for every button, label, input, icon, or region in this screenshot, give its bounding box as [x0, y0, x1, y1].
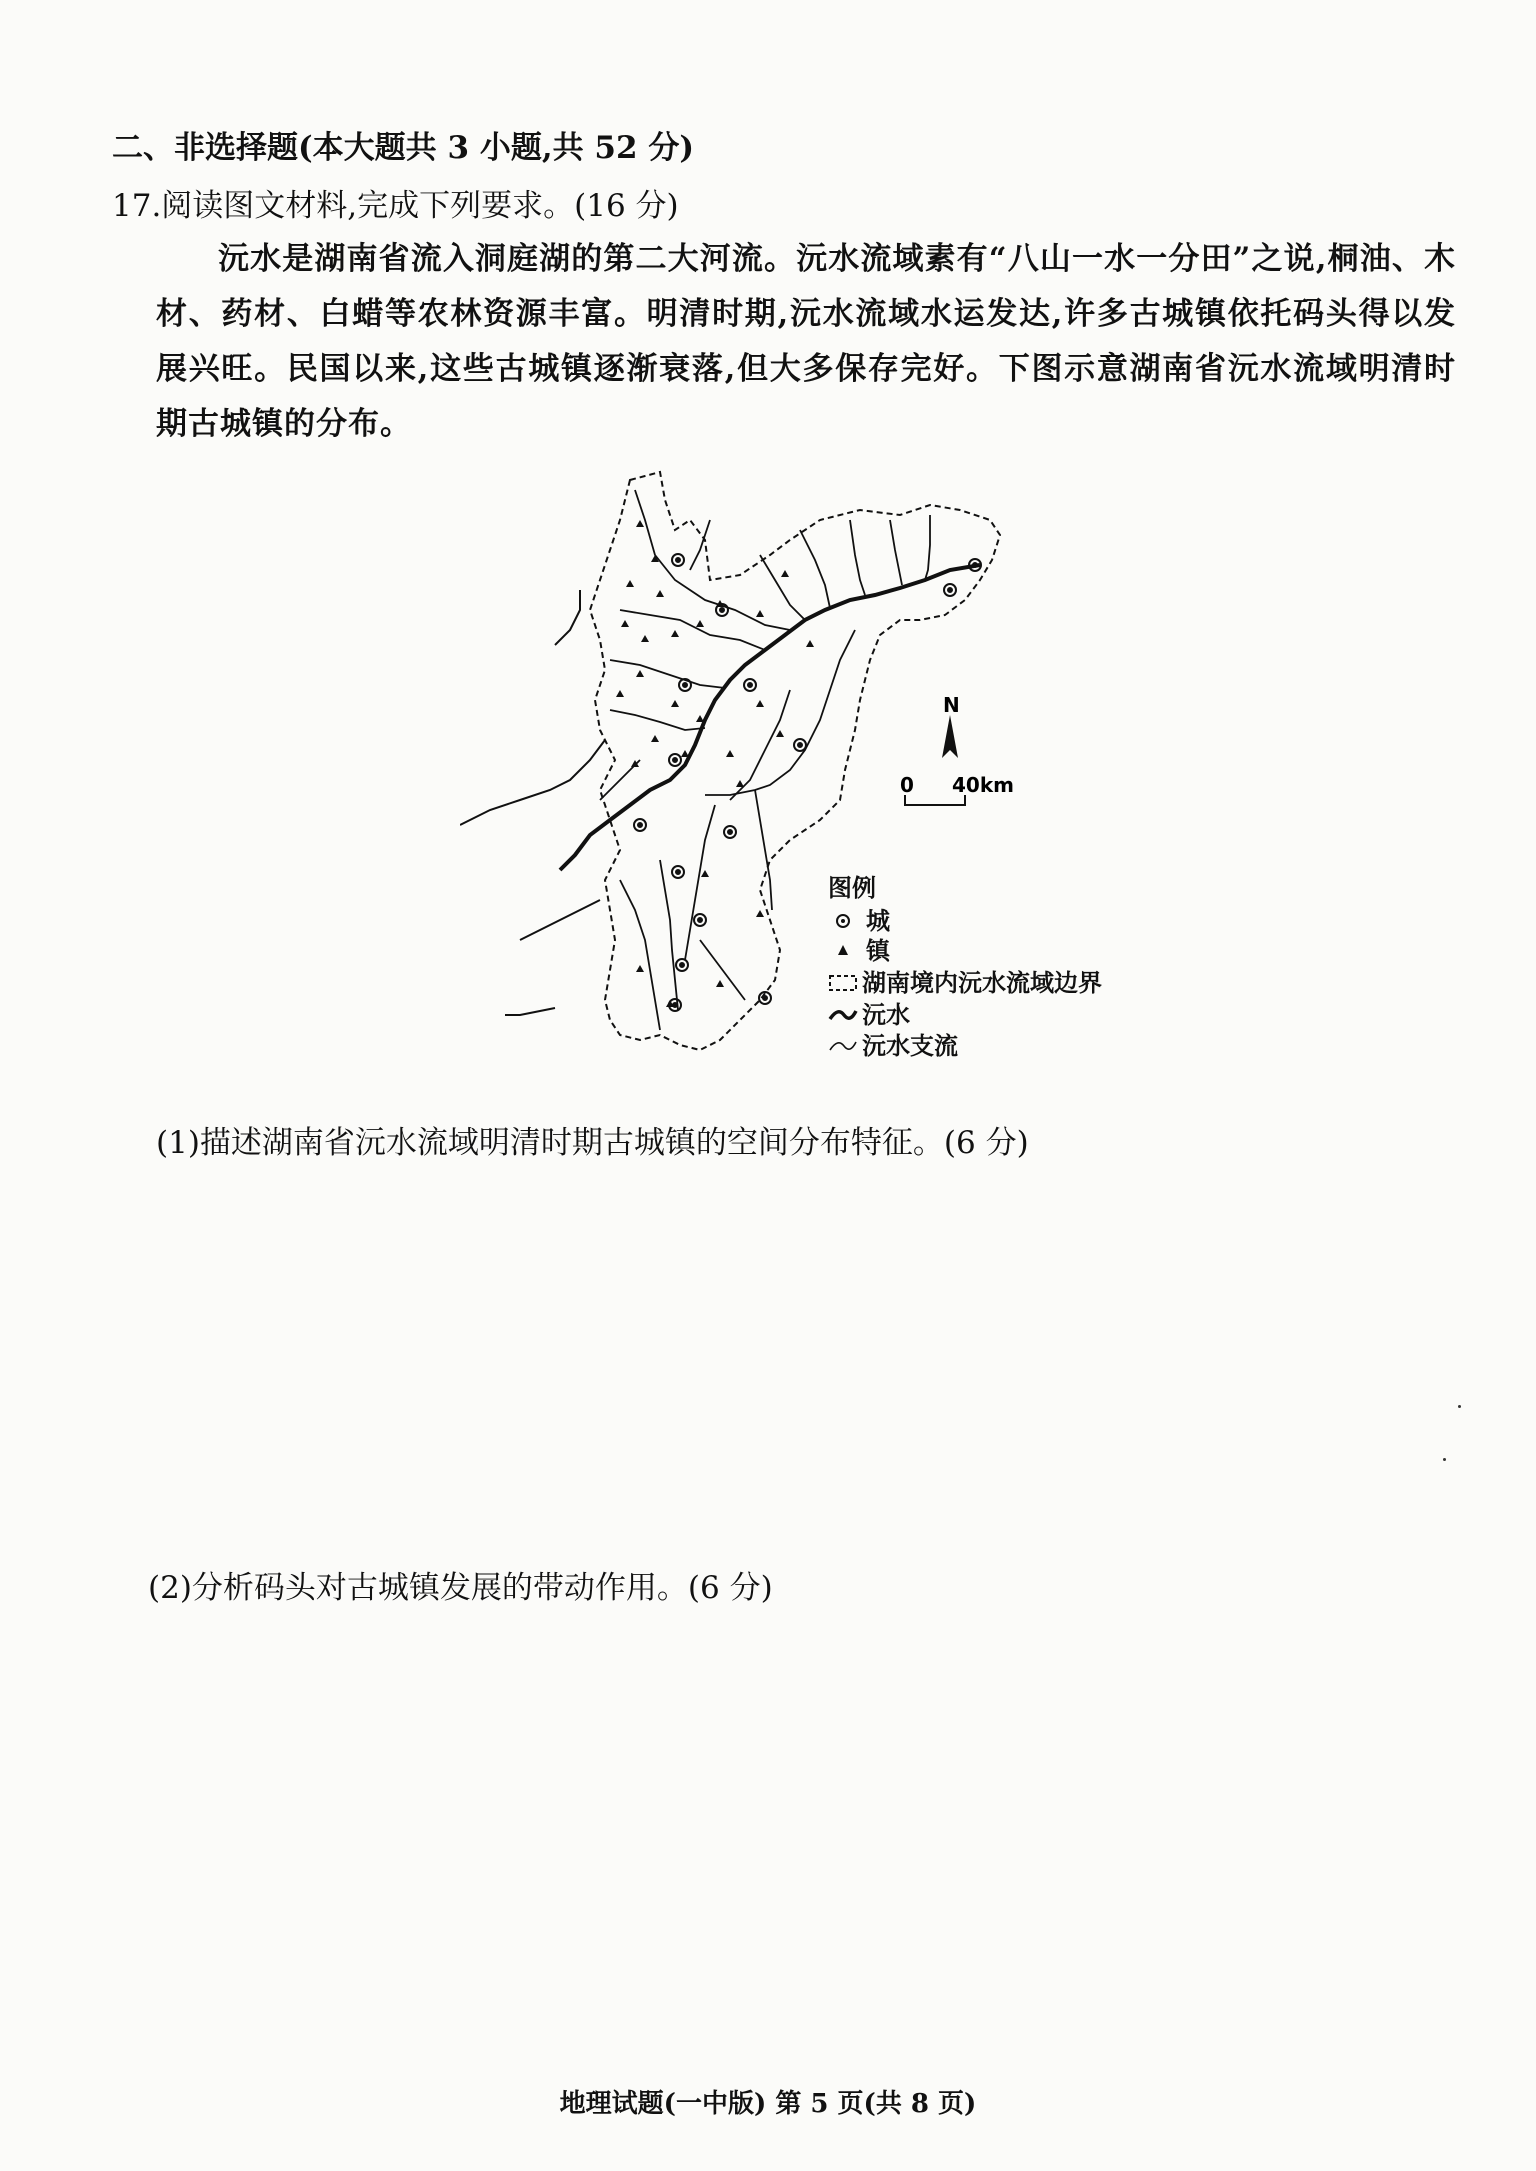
boundary-symbol-icon	[828, 973, 858, 993]
sub-question-2: (2)分析码头对古城镇发展的带动作用。(6 分)	[148, 1570, 773, 1606]
north-arrow	[942, 693, 960, 758]
speck	[1458, 1405, 1461, 1408]
scale-distance: 40km	[952, 773, 1014, 797]
legend-title: 图例	[828, 873, 876, 902]
tributary-symbol-icon	[828, 1036, 858, 1056]
map-legend	[828, 873, 1148, 1063]
legend-city: 城	[866, 906, 890, 935]
legend-tributary: 沅水支流	[862, 1031, 958, 1060]
question-paragraph: 沅水是湖南省流入洞庭湖的第二大河流。沅水流域素有“八山一水一分田”之说,桐油、木材、药材、白蜡等农林资源丰富。明清时期,沅水流域水运发达,许多古城镇依托码头得以发展兴旺。民国以来,这些古城镇逐渐衰落,但大多保存完好。下图示意湖南省沅水流域明清时期古城镇的分布。	[156, 241, 1456, 442]
town-markers	[616, 520, 814, 1007]
town-symbol-icon	[834, 942, 852, 960]
legend-town: 镇	[866, 936, 890, 965]
city-symbol-icon	[834, 912, 852, 930]
legend-main-river: 沅水	[862, 1000, 910, 1029]
scale-bar	[900, 773, 1014, 805]
main-river-symbol-icon	[828, 1005, 858, 1025]
legend-boundary: 湖南境内沅水流域边界	[862, 968, 1102, 997]
scale-zero: 0	[900, 773, 914, 797]
sub-question-1: (1)描述湖南省沅水流域明清时期古城镇的空间分布特征。(6 分)	[156, 1125, 1029, 1161]
question-title: 17.阅读图文材料,完成下列要求。(16 分)	[112, 188, 679, 224]
north-label: N	[943, 693, 960, 717]
section-header: 二、非选择题(本大题共 3 小题,共 52 分)	[112, 130, 695, 166]
page-footer: 地理试题(一中版) 第 5 页(共 8 页)	[559, 2089, 977, 2119]
speck	[1443, 1458, 1446, 1461]
